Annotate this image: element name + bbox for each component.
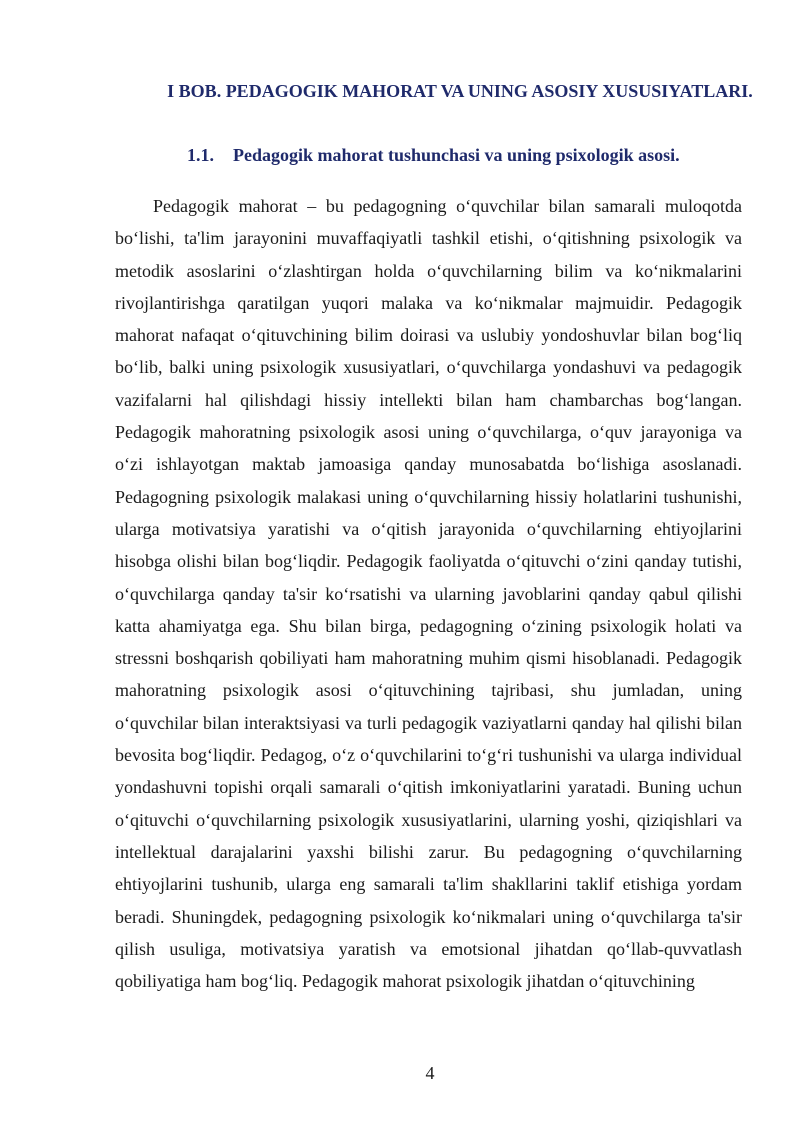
page-number: 4 (425, 1063, 435, 1083)
body-paragraph: Pedagogik mahorat – bu pedagogning o‘quvchilar bilan samarali muloqotda bo‘lishi, ta'lim jarayonini muvaffaqiyatli tashkil etishi, o‘qitishning psixologik va metodik asoslarini o‘zlashtirgan holda o‘quvchilarning bilim va ko‘nikmalarini rivojlantirishga qaratilgan yuqori malaka va ko‘nikmalar majmuidir. Pedagogik mahorat nafaqat o‘qituvchining bilim doirasi va uslubiy yondoshuvlar bilan bog‘liq bo‘lib, balki uning psixologik xususiyatlari, o‘quvchilarga yondashuvi va pedagogik vazifalarni hal qilishdagi hissiy intellekti bilan ham chambarchas bog‘langan. Pedagogik mahoratning psixologik asosi uning o‘quvchilarga, o‘quv jarayoniga va o‘zi ishlayotgan maktab jamoasiga qanday munosabatda bo‘lishiga asoslanadi. Pedagogning psixologik malakasi uning o‘quvchilarning hissiy holatlarini tushunishi, ularga motivatsiya yaratishi va o‘qitish jarayonida o‘quvchilarning ehtiyojlarini hisobga olishi bilan bog‘liqdir. Pedagogik faoliyatda o‘qituvchi o‘zini qanday tutishi, o‘quvchilarga qanday ta'sir ko‘rsatishi va ularning javoblarini qanday qabul qilishi katta ahamiyatga ega. Shu bilan birga, pedagogning o‘zining psixologik holati va stressni boshqarish qobiliyati ham mahoratning muhim qismi hisoblanadi. Pedagogik mahoratning psixologik asosi o‘qituvchining tajribasi, shu jumladan, uning o‘quvchilar bilan interaktsiyasi va turli pedagogik vaziyatlarni qanday hal qilishi bilan bevosita bog‘liqdir. Pedagog, o‘z o‘quvchilarini to‘g‘ri tushunishi va ularga individual yondashuvni topishi orqali samarali o‘qitish imkoniyatlarini yaratadi. Buning uchun o‘qituvchi o‘quvchilarning psixologik xususiyatlarini, ularning yoshi, qiziqishlari va intellektual darajalarini yaxshi bilishi zarur. Bu pedagogning o‘quvchilarning ehtiyojlarini tushunib, ularga eng samarali ta'lim shakllarini taklif etishiga yordam beradi. Shuningdek, pedagogning psixologik ko‘nikmalari uning o‘quvchilarga ta'sir qilish usuliga, motivatsiya yaratish va emotsional jihatdan qo‘llab-quvvatlash qobiliyatiga ham bog‘liq. Pedagogik mahorat psixologik jihatdan o‘qituvchining (115, 196, 742, 992)
section-number: 1.1. (187, 145, 214, 165)
section-title: Pedagogik mahorat tushunchasi va uning psixologik asosi. (233, 145, 680, 165)
chapter-title: I BOB. PEDAGOGIK MAHORAT VA UNING ASOSIY XUSUSIYATLARI. (167, 81, 753, 101)
section-heading (187, 141, 680, 169)
